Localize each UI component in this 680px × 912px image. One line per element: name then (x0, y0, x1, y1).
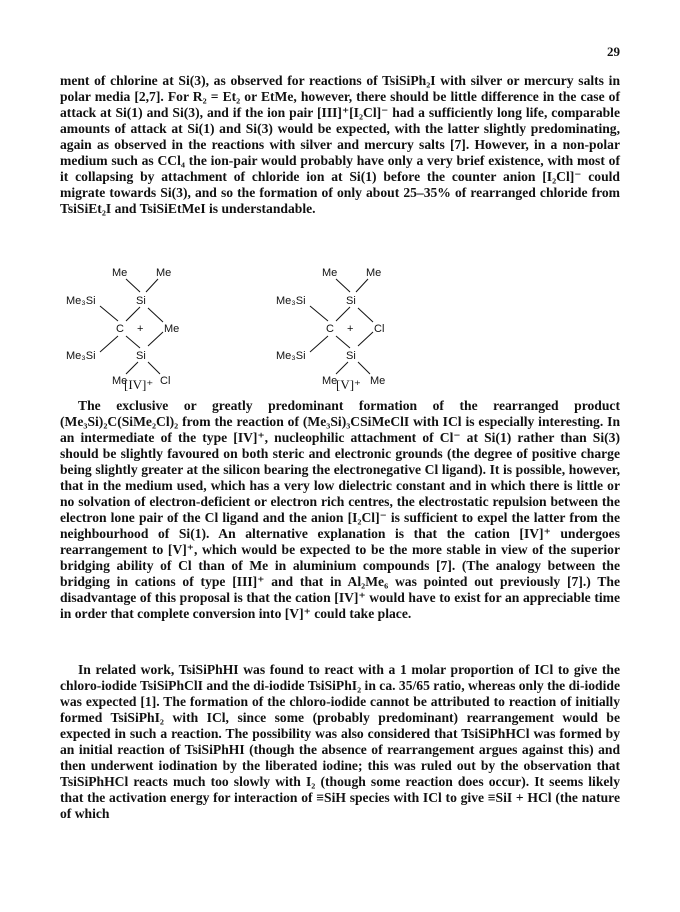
structure-figure (40, 264, 640, 394)
iv-me3si-bottom: Me₃Si (66, 350, 96, 362)
iv-me-bottom-left: Me (112, 375, 128, 387)
paragraph-3: In related work, TsiSiPhHI was found to react with a 1 molar proportion of ICl to give the chloro-iodide TsiSiPhClI and the di-iodide TsiSiPhI₂ in ca. 35/65 ratio, whereas only the di-iodide was expected [1]. The formation of the chloro-iodide cannot be attributed to reaction of initially formed TsiSiPhI₂ with ICl, since some (probably predominant) rearrangement would be expected in such a reaction. The possibility was also considered that TsiSiPhHCl was formed by an initial reaction of TsiSiPhHI (though the absence of rearrangement argues against this) and then underwent iodination by the liberated iodine; this was ruled out by the observation that TsiSiPhHCl reacts much too slowly with I₂ (though some reaction does occur). It seems likely that the activation energy for interaction of ≡SiH species with ICl to give ≡SiI + HCl (the nature of which (60, 662, 620, 821)
page-number: 29 (607, 44, 620, 59)
iv-charge: + (137, 323, 144, 335)
v-si-upper: Si (346, 295, 356, 307)
iv-si-lower: Si (136, 350, 146, 362)
iv-substituent-right: Me (164, 323, 180, 335)
structure-v (276, 267, 385, 392)
iv-me-top-right: Me (156, 267, 172, 279)
iv-me3si-top: Me₃Si (66, 295, 96, 307)
v-me3si-bottom: Me₃Si (276, 350, 306, 362)
v-me-top-right: Me (366, 267, 382, 279)
v-me-top-left: Me (322, 267, 338, 279)
v-me3si-top: Me₃Si (276, 295, 306, 307)
v-center-c: C (326, 323, 334, 335)
iv-center-c: C (116, 323, 124, 335)
v-substituent-right: Cl (374, 323, 385, 335)
v-me-bottom-left: Me (322, 375, 338, 387)
structure-iv (66, 267, 179, 392)
iv-label: [IV]⁺ (124, 377, 154, 392)
paragraph-2: The exclusive or greatly predominant formation of the rearranged product (Me₃Si)₂C(SiMe₂Cl)₂ from the reaction of (Me₃Si)₃CSiMeClI with ICl is especially interesting. In an intermediate of the type [IV]⁺, nucleophilic attachment of Cl⁻ at Si(1) rather than Si(3) should be slightly favoured on both steric and electronic grounds (the degree of positive charge being slightly greater at the silicon bearing the electronegative Cl ligand). It is possible, however, that in the medium used, which has a very low dielectric constant and in which there is little or no solvation of electron-deficient or electron rich centres, the electrostatic repulsion between the electron lone pair of the Cl ligand and the anion [I₂Cl]⁻ is sufficient to expel the latter from the neighbourhood of Si(1). An alternative explanation is that the cation [IV]⁺ undergoes rearrangement to [V]⁺, which would be expected to be the more stable in view of the superior bridging ability of Cl than of Me in aluminium compounds [7]. (The analogy between the bridging in cations of type [III]⁺ and that in Al₂Me₆ was pointed out previously [7].) The disadvantage of this proposal is that the cation [IV]⁺ would have to exist for an appreciable time in order that complete conversion into [V]⁺ could take place. (60, 398, 620, 621)
v-label: [V]⁺ (336, 377, 361, 392)
v-charge: + (347, 323, 354, 335)
iv-si-upper: Si (136, 295, 146, 307)
iv-cl-bottom-right: Cl (160, 375, 171, 387)
structures-svg (40, 264, 640, 394)
iv-me-top-left: Me (112, 267, 128, 279)
paragraph-1: ment of chlorine at Si(3), as observed for reactions of TsiSiPh₂I with silver or mercury salts in polar media [2,7]. For R₂ = Et₂ or EtMe, however, there should be little difference in the case of attack at Si(1) and Si(3), and if the ion pair [III]⁺[I₂Cl]⁻ had a sufficiently long life, comparable amounts of attack at Si(1) and Si(3) would be expected, with the latter slightly predominating, again as observed in the reactions with silver and mercury salts [7]. However, in a non-polar medium such as CCl₄ the ion-pair would probably have only a very brief existence, with most of it collapsing by attachment of chloride ion at Si(1) before the counter anion [I₂Cl]⁻ could migrate towards Si(3), and so the formation of only about 25–35% of rearranged chloride from TsiSiEt₂I and TsiSiEtMeI is understandable. (60, 73, 620, 216)
v-me-bottom-right: Me (370, 375, 386, 387)
v-si-lower: Si (346, 350, 356, 362)
